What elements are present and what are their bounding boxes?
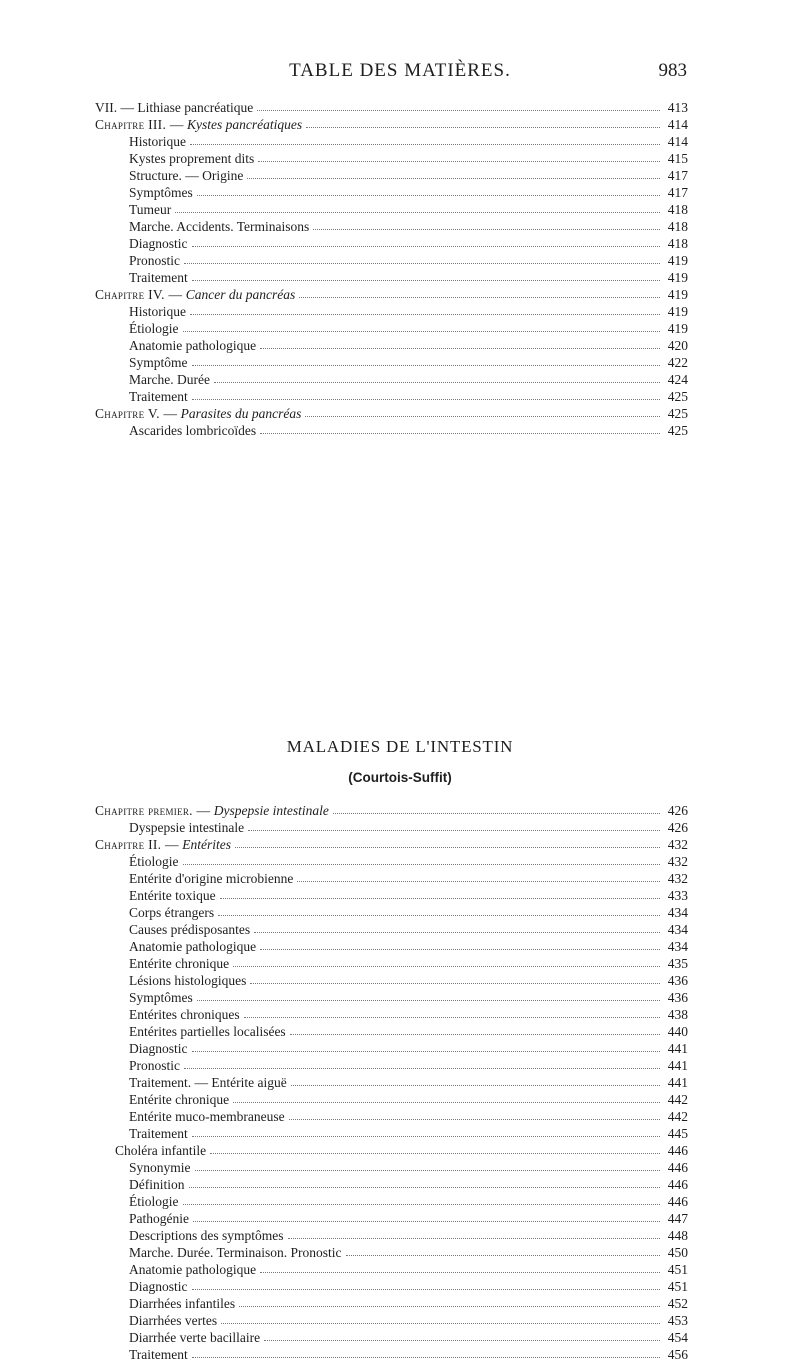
dot-leader bbox=[195, 1169, 660, 1171]
toc-entry-label bbox=[129, 989, 193, 1006]
toc-entry-label bbox=[129, 887, 216, 904]
toc-entry-label bbox=[129, 1091, 229, 1108]
toc-entry-label bbox=[129, 1176, 185, 1193]
toc-chapter-entry bbox=[95, 836, 688, 853]
toc-page-number: 441 bbox=[667, 1041, 688, 1056]
dot-leader bbox=[254, 931, 660, 933]
entry-title: Structure. — Origine bbox=[129, 168, 244, 183]
dot-leader bbox=[306, 126, 660, 128]
toc-entry-label bbox=[129, 904, 214, 921]
dot-leader bbox=[257, 109, 660, 111]
toc-entry-label bbox=[95, 286, 295, 303]
toc-entry-label bbox=[129, 1295, 235, 1312]
toc-entry-label bbox=[129, 1312, 217, 1329]
entry-title: Diagnostic bbox=[129, 1041, 188, 1056]
toc-entry bbox=[95, 921, 688, 938]
dot-leader bbox=[192, 279, 660, 281]
page-header bbox=[0, 60, 800, 88]
toc-page-number: 434 bbox=[667, 922, 688, 937]
toc-entry bbox=[95, 938, 688, 955]
dot-leader bbox=[192, 1288, 661, 1290]
toc-page-number: 442 bbox=[667, 1092, 688, 1107]
toc-chapter-entry bbox=[95, 802, 688, 819]
entry-title: Kystes proprement dits bbox=[129, 151, 255, 166]
entry-title: Corps étrangers bbox=[129, 905, 215, 920]
toc-entry bbox=[95, 150, 688, 167]
running-title: TABLE DES MATIÈRES. bbox=[289, 60, 511, 81]
toc-entry bbox=[95, 1142, 688, 1159]
dot-leader bbox=[183, 330, 661, 332]
entry-title: Ascarides lombricoïdes bbox=[129, 423, 257, 438]
chapter-title: Parasites du pancréas bbox=[180, 406, 302, 421]
toc-page-number: 450 bbox=[667, 1245, 688, 1260]
dot-leader bbox=[175, 211, 660, 213]
toc-entry-label bbox=[129, 184, 193, 201]
toc-entry bbox=[95, 1193, 688, 1210]
entry-title: Symptômes bbox=[129, 185, 193, 200]
toc-page-number: 417 bbox=[667, 168, 688, 183]
toc-entry-label bbox=[95, 836, 231, 853]
toc-entry-label bbox=[95, 802, 329, 819]
entry-title: Entérite muco-membraneuse bbox=[129, 1109, 285, 1124]
entry-title: Diarrhées infantiles bbox=[129, 1296, 236, 1311]
toc-page-number: 446 bbox=[667, 1177, 688, 1192]
toc-entry-label bbox=[129, 1210, 189, 1227]
toc-entry-label bbox=[129, 371, 210, 388]
entry-title: Marche. Accidents. Terminaisons bbox=[129, 219, 310, 234]
dot-leader bbox=[305, 415, 660, 417]
toc-page-number: 441 bbox=[667, 1058, 688, 1073]
dot-leader bbox=[248, 829, 660, 831]
chapter-prefix: Chapitre IV. — bbox=[95, 287, 183, 302]
toc-page-number: 442 bbox=[667, 1109, 688, 1124]
toc-entry-label bbox=[129, 1108, 285, 1125]
dot-leader bbox=[220, 897, 660, 899]
toc-entry-label bbox=[129, 150, 254, 167]
toc-entry-label bbox=[129, 1261, 256, 1278]
toc-page-number: 420 bbox=[667, 338, 688, 353]
chapter-prefix: Chapitre II. — bbox=[95, 837, 179, 852]
toc-entry-label bbox=[129, 133, 186, 150]
dot-leader bbox=[197, 194, 660, 196]
toc-entry bbox=[95, 972, 688, 989]
toc-page-number: 422 bbox=[667, 355, 688, 370]
chapter-title: Kystes pancréatiques bbox=[187, 117, 303, 132]
toc-entry bbox=[95, 1244, 688, 1261]
dot-leader bbox=[192, 1135, 660, 1137]
toc-entry-label bbox=[95, 116, 302, 133]
toc-entry-label bbox=[129, 1125, 188, 1142]
dot-leader bbox=[289, 1118, 660, 1120]
dot-leader bbox=[260, 347, 660, 349]
dot-leader bbox=[299, 296, 660, 298]
toc-entry-label bbox=[129, 388, 188, 405]
dot-leader bbox=[297, 880, 660, 882]
toc-entry-label bbox=[129, 870, 293, 887]
toc-entry-label bbox=[129, 1057, 180, 1074]
toc-page-number: 438 bbox=[667, 1007, 688, 1022]
toc-entry bbox=[95, 1040, 688, 1057]
entry-title: Marche. Durée bbox=[129, 372, 210, 387]
entry-title: Entérite chronique bbox=[129, 956, 230, 971]
toc-page-number: 419 bbox=[667, 287, 688, 302]
toc-entry bbox=[95, 1125, 688, 1142]
toc-entry-label bbox=[129, 218, 309, 235]
entry-title: Diarrhée verte bacillaire bbox=[129, 1330, 261, 1345]
toc-chapter-entry bbox=[95, 116, 688, 133]
entry-title: Traitement bbox=[129, 1126, 188, 1141]
toc-page-number: 425 bbox=[667, 423, 688, 438]
chapter-prefix: Chapitre III. — bbox=[95, 117, 184, 132]
toc-page-number: 418 bbox=[667, 236, 688, 251]
entry-title: Traitement. — Entérite aiguë bbox=[129, 1075, 287, 1090]
toc-page-number: 452 bbox=[667, 1296, 688, 1311]
toc-page-number: 433 bbox=[667, 888, 688, 903]
toc-page-number: 413 bbox=[667, 100, 688, 115]
toc-entry bbox=[95, 870, 688, 887]
toc-entry bbox=[95, 1074, 688, 1091]
toc-entry-label bbox=[129, 1244, 342, 1261]
dot-leader bbox=[260, 948, 660, 950]
dot-leader bbox=[313, 228, 660, 230]
toc-entry-label bbox=[129, 235, 188, 252]
entry-title: Anatomie pathologique bbox=[129, 1262, 257, 1277]
entry-title: Entérites chroniques bbox=[129, 1007, 240, 1022]
toc-entry bbox=[95, 303, 688, 320]
dot-leader bbox=[290, 1033, 660, 1035]
toc-page-number: 447 bbox=[667, 1211, 688, 1226]
dot-leader bbox=[192, 1050, 661, 1052]
entry-title: Anatomie pathologique bbox=[129, 338, 257, 353]
entry-title: Étiologie bbox=[129, 321, 179, 336]
dot-leader bbox=[288, 1237, 661, 1239]
toc-entry bbox=[95, 1023, 688, 1040]
toc-chapter-entry bbox=[95, 286, 688, 303]
entry-title: Étiologie bbox=[129, 854, 179, 869]
toc-entry-label bbox=[129, 167, 243, 184]
toc-page-number: 440 bbox=[667, 1024, 688, 1039]
toc-entry-label bbox=[129, 819, 244, 836]
entry-title: Tumeur bbox=[129, 202, 172, 217]
toc-entry bbox=[95, 337, 688, 354]
toc-entry bbox=[95, 1227, 688, 1244]
dot-leader bbox=[210, 1152, 660, 1154]
toc-pancreas bbox=[95, 99, 688, 439]
dot-leader bbox=[258, 160, 660, 162]
toc-entry bbox=[95, 955, 688, 972]
toc-page-number: 446 bbox=[667, 1194, 688, 1209]
toc-entry bbox=[95, 1176, 688, 1193]
entry-title: Pathogénie bbox=[129, 1211, 189, 1226]
dot-leader bbox=[184, 1067, 660, 1069]
toc-page-number: 456 bbox=[667, 1347, 688, 1362]
toc-entry bbox=[95, 320, 688, 337]
toc-entry-label bbox=[129, 337, 256, 354]
entry-title: Étiologie bbox=[129, 1194, 179, 1209]
dot-leader bbox=[247, 177, 660, 179]
toc-entry bbox=[95, 904, 688, 921]
entry-title: Synonymie bbox=[129, 1160, 191, 1175]
toc-entry-label bbox=[95, 405, 301, 422]
toc-entry bbox=[95, 99, 688, 116]
toc-entry-label bbox=[129, 1227, 284, 1244]
toc-page-number: 446 bbox=[667, 1160, 688, 1175]
toc-page-number: 434 bbox=[667, 939, 688, 954]
entry-title: Historique bbox=[129, 304, 186, 319]
toc-entry bbox=[95, 1278, 688, 1295]
toc-page-number: 418 bbox=[667, 219, 688, 234]
toc-entry-label bbox=[129, 320, 179, 337]
toc-entry bbox=[95, 989, 688, 1006]
toc-entry-label bbox=[129, 1074, 287, 1091]
dot-leader bbox=[190, 313, 660, 315]
toc-entry bbox=[95, 235, 688, 252]
dot-leader bbox=[192, 398, 660, 400]
toc-entry bbox=[95, 252, 688, 269]
toc-page-number: 424 bbox=[667, 372, 688, 387]
entry-title: Traitement bbox=[129, 270, 188, 285]
toc-page-number: 419 bbox=[667, 321, 688, 336]
toc-page-number: 453 bbox=[667, 1313, 688, 1328]
toc-entry bbox=[95, 371, 688, 388]
toc-entry bbox=[95, 422, 688, 439]
toc-entry bbox=[95, 1108, 688, 1125]
toc-entry bbox=[95, 819, 688, 836]
dot-leader bbox=[346, 1254, 661, 1256]
entry-title: Lésions histologiques bbox=[129, 973, 247, 988]
dot-leader bbox=[250, 982, 660, 984]
entry-title: Entérite chronique bbox=[129, 1092, 230, 1107]
toc-page-number: 436 bbox=[667, 973, 688, 988]
toc-entry-label bbox=[129, 354, 188, 371]
dot-leader bbox=[235, 846, 660, 848]
entry-title: Définition bbox=[129, 1177, 185, 1192]
toc-page-number: 419 bbox=[667, 304, 688, 319]
toc-entry bbox=[95, 218, 688, 235]
entry-title: Dyspepsie intestinale bbox=[129, 820, 245, 835]
toc-entry bbox=[95, 1159, 688, 1176]
entry-title: VII. — Lithiase pancréatique bbox=[95, 100, 254, 115]
toc-entry bbox=[95, 887, 688, 904]
dot-leader bbox=[221, 1322, 660, 1324]
toc-entry-label bbox=[129, 1346, 188, 1363]
toc-page-number: 435 bbox=[667, 956, 688, 971]
toc-chapter-entry bbox=[95, 405, 688, 422]
toc-page-number: 446 bbox=[667, 1143, 688, 1158]
toc-page-number: 434 bbox=[667, 905, 688, 920]
toc-page-number: 419 bbox=[667, 253, 688, 268]
entry-title: Entérites partielles localisées bbox=[129, 1024, 286, 1039]
toc-entry bbox=[95, 167, 688, 184]
toc-entry-label bbox=[129, 422, 256, 439]
entry-title: Traitement bbox=[129, 1347, 188, 1362]
dot-leader bbox=[189, 1186, 661, 1188]
toc-entry bbox=[95, 1210, 688, 1227]
toc-page-number: 414 bbox=[667, 117, 688, 132]
entry-title: Diagnostic bbox=[129, 1279, 188, 1294]
dot-leader bbox=[192, 245, 661, 247]
toc-page-number: 454 bbox=[667, 1330, 688, 1345]
dot-leader bbox=[197, 999, 660, 1001]
toc-entry-label bbox=[129, 938, 256, 955]
chapter-title: Dyspepsie intestinale bbox=[213, 803, 329, 818]
toc-entry-label bbox=[129, 1040, 188, 1057]
toc-entry-label bbox=[129, 955, 229, 972]
toc-page-number: 436 bbox=[667, 990, 688, 1005]
toc-entry-label bbox=[129, 269, 188, 286]
toc-entry bbox=[95, 1312, 688, 1329]
entry-title: Pronostic bbox=[129, 1058, 181, 1073]
toc-page-number: 432 bbox=[667, 854, 688, 869]
toc-entry-label bbox=[129, 201, 171, 218]
toc-entry-label bbox=[129, 1329, 260, 1346]
entry-title: Traitement bbox=[129, 389, 188, 404]
toc-entry-label bbox=[129, 1006, 240, 1023]
section-authors: (Courtois-Suffit) bbox=[348, 770, 452, 785]
toc-entry bbox=[95, 1091, 688, 1108]
entry-title: Marche. Durée. Terminaison. Pronostic bbox=[129, 1245, 342, 1260]
toc-entry-label bbox=[129, 1193, 179, 1210]
toc-intestin bbox=[95, 802, 688, 1363]
toc-entry bbox=[95, 269, 688, 286]
dot-leader bbox=[260, 432, 660, 434]
toc-page-number: 426 bbox=[667, 803, 688, 818]
dot-leader bbox=[192, 364, 660, 366]
dot-leader bbox=[244, 1016, 660, 1018]
toc-entry bbox=[95, 184, 688, 201]
toc-entry-label bbox=[129, 921, 250, 938]
dot-leader bbox=[192, 1356, 660, 1358]
entry-title: Symptômes bbox=[129, 990, 193, 1005]
chapter-prefix: Chapitre V. — bbox=[95, 406, 178, 421]
toc-page-number: 417 bbox=[667, 185, 688, 200]
toc-page-number: 419 bbox=[667, 270, 688, 285]
dot-leader bbox=[193, 1220, 660, 1222]
dot-leader bbox=[214, 381, 660, 383]
entry-title: Symptôme bbox=[129, 355, 188, 370]
page-number: 983 bbox=[658, 60, 687, 81]
toc-page-number: 418 bbox=[667, 202, 688, 217]
toc-entry-label bbox=[129, 252, 180, 269]
entry-title: Anatomie pathologique bbox=[129, 939, 257, 954]
toc-page-number: 448 bbox=[667, 1228, 688, 1243]
entry-title: Pronostic bbox=[129, 253, 181, 268]
dot-leader bbox=[190, 143, 660, 145]
toc-page-number: 425 bbox=[667, 389, 688, 404]
toc-page-number: 451 bbox=[667, 1262, 688, 1277]
toc-entry-label bbox=[129, 303, 186, 320]
toc-page-number: 414 bbox=[667, 134, 688, 149]
dot-leader bbox=[184, 262, 660, 264]
toc-entry-label bbox=[115, 1142, 206, 1159]
toc-entry bbox=[95, 354, 688, 371]
toc-entry-label bbox=[95, 99, 253, 116]
dot-leader bbox=[233, 965, 660, 967]
entry-title: Diarrhées vertes bbox=[129, 1313, 218, 1328]
chapter-title: Cancer du pancréas bbox=[185, 287, 296, 302]
dot-leader bbox=[183, 1203, 661, 1205]
dot-leader bbox=[233, 1101, 660, 1103]
dot-leader bbox=[264, 1339, 660, 1341]
entry-title: Entérite toxique bbox=[129, 888, 216, 903]
toc-entry bbox=[95, 1346, 688, 1363]
entry-title: Historique bbox=[129, 134, 186, 149]
toc-page-number: 415 bbox=[667, 151, 688, 166]
toc-entry bbox=[95, 1295, 688, 1312]
toc-entry bbox=[95, 1329, 688, 1346]
toc-entry-label bbox=[129, 972, 246, 989]
toc-page-number: 432 bbox=[667, 871, 688, 886]
toc-page-number: 432 bbox=[667, 837, 688, 852]
toc-entry bbox=[95, 201, 688, 218]
toc-page-number: 426 bbox=[667, 820, 688, 835]
toc-entry bbox=[95, 1057, 688, 1074]
entry-title: Choléra infantile bbox=[115, 1143, 207, 1158]
toc-entry-label bbox=[129, 1159, 191, 1176]
dot-leader bbox=[183, 863, 661, 865]
toc-entry-label bbox=[129, 1278, 188, 1295]
toc-entry-label bbox=[129, 853, 179, 870]
entry-title: Entérite d'origine microbienne bbox=[129, 871, 294, 886]
dot-leader bbox=[239, 1305, 660, 1307]
entry-title: Descriptions des symptômes bbox=[129, 1228, 284, 1243]
chapter-title: Entérites bbox=[182, 837, 231, 852]
section-heading: MALADIES DE L'INTESTIN bbox=[286, 737, 514, 756]
entry-title: Causes prédisposantes bbox=[129, 922, 251, 937]
toc-page-number: 451 bbox=[667, 1279, 688, 1294]
chapter-prefix: Chapitre premier. — bbox=[95, 803, 211, 818]
toc-page-number: 441 bbox=[667, 1075, 688, 1090]
toc-page-number: 445 bbox=[667, 1126, 688, 1141]
toc-entry bbox=[95, 853, 688, 870]
toc-page-number: 425 bbox=[667, 406, 688, 421]
toc-entry bbox=[95, 388, 688, 405]
dot-leader bbox=[333, 812, 660, 814]
toc-entry bbox=[95, 1261, 688, 1278]
toc-entry-label bbox=[129, 1023, 286, 1040]
entry-title: Diagnostic bbox=[129, 236, 188, 251]
dot-leader bbox=[218, 914, 660, 916]
dot-leader bbox=[260, 1271, 660, 1273]
dot-leader bbox=[291, 1084, 660, 1086]
toc-entry bbox=[95, 1006, 688, 1023]
toc-entry bbox=[95, 133, 688, 150]
